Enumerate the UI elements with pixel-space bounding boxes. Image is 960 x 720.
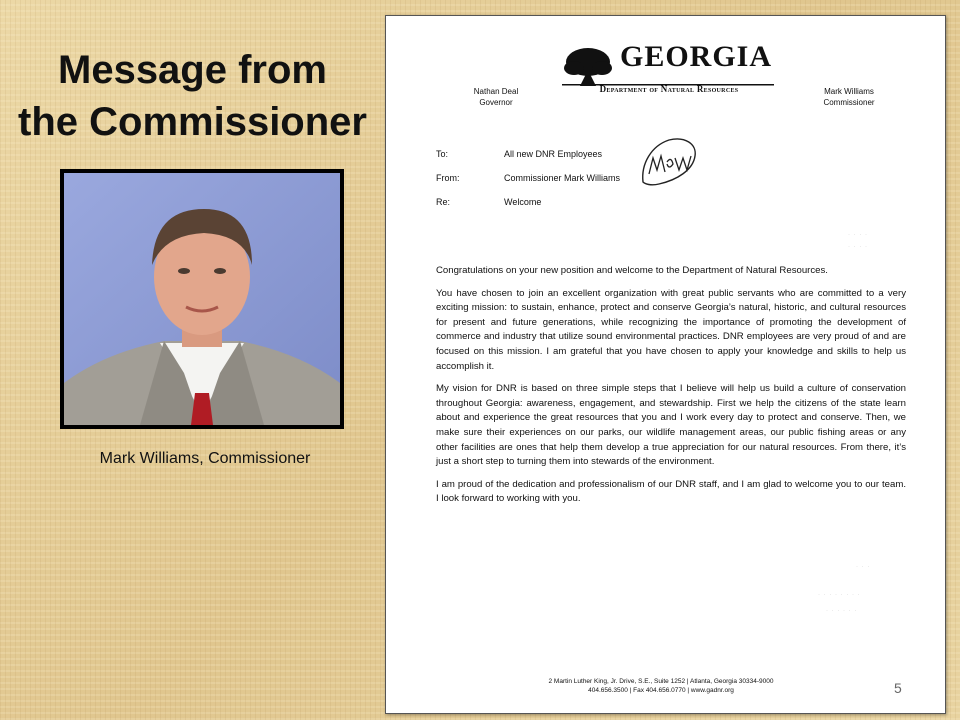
letter-paragraph-2: You have chosen to join an excellent organization with great public servants who are committed to a very exciting mission: to sustain, enhance, protect and conserve Georgia’s natural, historic, and cultural resources for present and future generations, while recognizing the importance of promoting the development of commerce and industry that utilize sound environmental practices. DNR employees are very proud of and are focused on this mission. I am grateful that you have chosen to apply your knowledge and skills to help us accomplish it. [436, 287, 906, 372]
portrait-image [64, 173, 340, 425]
footer-address-line-2: 404.656.3500 | Fax 404.656.0770 | www.gadnr.org [588, 687, 734, 694]
commissioner-block [804, 86, 894, 108]
handwritten-initials-signature [639, 134, 701, 190]
scan-noise-5: · · · · · · [826, 608, 858, 614]
memo-from-value: Commissioner Mark Williams [504, 173, 621, 183]
scan-noise-2: · · · · [848, 244, 868, 250]
memo-re-row [436, 197, 736, 211]
letter-footer-address [476, 677, 846, 695]
scan-noise-1: · · · · [848, 232, 868, 238]
governor-title: Governor [479, 98, 513, 107]
letter-paragraph-1: Congratulations on your new position and welcome to the Department of Natural Resources. [436, 265, 828, 276]
scan-noise-4: · · · · · · · · [818, 592, 861, 598]
letter-paragraph-4: I am proud of the dedication and professionalism of our DNR staff, and I am glad to welcome you to our team. I look forward to working with you. [436, 478, 906, 505]
memo-re-value: Welcome [504, 197, 542, 207]
memo-to-label: To: [436, 149, 449, 159]
slide-title [0, 44, 385, 148]
memo-from-label: From: [436, 173, 460, 183]
footer-address-line-1: 2 Martin Luther King, Jr. Drive, S.E., Suite 1252 | Atlanta, Georgia 30334-9000 [548, 678, 774, 685]
governor-block [436, 86, 556, 108]
slide-title-line-1: Message from [58, 48, 327, 92]
letterhead-department: Department of Natural Resources [599, 84, 739, 94]
slide-page-number: 5 [894, 680, 902, 696]
commissioner-photo [60, 169, 344, 429]
georgia-dnr-logo [558, 38, 778, 98]
governor-name: Nathan Deal [473, 87, 519, 96]
photo-caption: Mark Williams, Commissioner [99, 450, 311, 467]
letter-paragraph-3: My vision for DNR is based on three simple steps that I believe will help us build a culture of conservation throughout Georgia: awareness, engagement, and stewardship. First we help the citizens of the state learn about and experience the great resources that you and I work every day to protect and conserve. Then, we make sure their experiences on our parks, our wildlife management areas, our public fishing areas or any other facilities are ones that help them develop a true appreciation for our natural resources. From there, it’s just a short step to turning them into stewards of the environment. [436, 383, 906, 468]
memo-to-value: All new DNR Employees [504, 149, 603, 159]
commissioner-title: Commissioner [823, 98, 875, 107]
memo-re-label: Re: [436, 197, 451, 207]
welcome-letter [385, 15, 946, 714]
commissioner-name: Mark Williams [824, 87, 874, 96]
slide-title-line-2: the Commissioner [18, 100, 367, 144]
letterhead-org-name: GEORGIA [620, 40, 773, 73]
scan-noise-3: · · · [856, 564, 871, 570]
letter-body [436, 264, 906, 515]
